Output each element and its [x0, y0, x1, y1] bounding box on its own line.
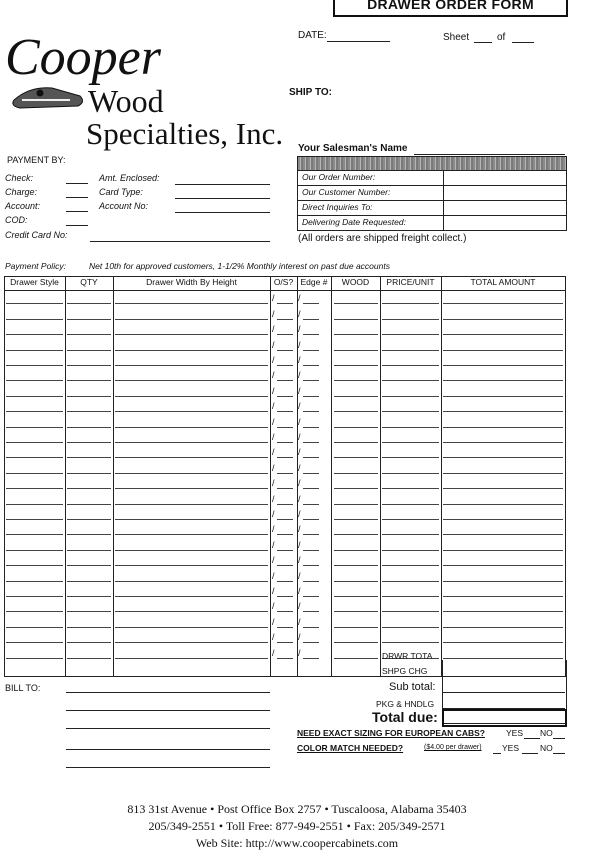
slash-mark: / [298, 555, 301, 565]
slash-mark: / [298, 340, 301, 350]
amt-enclosed-label: Amt. Enclosed: [99, 173, 160, 183]
cell-line [334, 658, 378, 659]
cell-line [67, 534, 111, 535]
slash-mark: / [272, 340, 275, 350]
totals-rule-2 [442, 692, 565, 693]
freight-note: (All orders are shipped freight collect.) [298, 233, 467, 244]
account-field[interactable] [66, 211, 88, 212]
delivering-date-row[interactable] [298, 215, 566, 230]
delivering-date-label: Delivering Date Requested: [302, 217, 406, 227]
ship-to-label: SHIP TO: [289, 87, 332, 98]
shpg-chg-label: SHPG CHG [382, 666, 428, 676]
slash-mark: / [272, 324, 275, 334]
cell-line [6, 534, 63, 535]
slash-field[interactable] [303, 488, 319, 489]
cell-line [334, 565, 378, 566]
slash-mark: / [272, 617, 275, 627]
slash-field[interactable] [303, 642, 319, 643]
cell-line [443, 334, 563, 335]
date-field[interactable] [327, 41, 390, 42]
slash-mark: / [298, 571, 301, 581]
slash-mark: / [272, 586, 275, 596]
order-number-row[interactable] [298, 170, 566, 185]
form-title: DRAWER ORDER FORM [333, 0, 568, 17]
cell-line [6, 565, 63, 566]
slash-mark: / [272, 386, 275, 396]
bill-to-line-2[interactable] [66, 710, 270, 711]
sheet-total-field[interactable] [512, 42, 534, 43]
col-header-edge: Edge # [300, 277, 328, 287]
cell-line [67, 411, 111, 412]
direct-inquiries-label: Direct Inquiries To: [302, 202, 373, 212]
charge-field[interactable] [66, 197, 88, 198]
cell-line [334, 380, 378, 381]
cell-line [67, 658, 111, 659]
policy-text: Net 10th for approved customers, 1-1/2% Monthly interest on past due accounts [89, 261, 390, 271]
slash-mark: / [298, 293, 301, 303]
cell-line [6, 457, 63, 458]
cell-line [443, 534, 563, 535]
slash-mark: / [272, 447, 275, 457]
check-field[interactable] [66, 183, 88, 184]
slash-field[interactable] [277, 411, 293, 412]
slash-mark: / [298, 309, 301, 319]
euro-yes-label: YES [506, 728, 524, 738]
sheet-label: Sheet [443, 32, 470, 43]
company-name: Specialties, Inc. [86, 116, 284, 151]
drwr-total-label: DRWR TOTA [382, 651, 433, 661]
slash-mark: / [272, 494, 275, 504]
slash-mark: / [298, 324, 301, 334]
slash-mark: / [272, 509, 275, 519]
cell-line [443, 380, 563, 381]
sheet-number-field[interactable] [474, 42, 492, 43]
cell-line [382, 642, 439, 643]
cell-line [115, 534, 268, 535]
color-no-field[interactable] [553, 753, 565, 754]
slash-field[interactable] [303, 611, 319, 612]
slash-mark: / [272, 648, 275, 658]
cell-line [67, 642, 111, 643]
cell-line [443, 457, 563, 458]
slash-mark: / [298, 386, 301, 396]
bill-to-line-1[interactable] [66, 692, 270, 693]
bill-to-label: BILL TO: [5, 683, 41, 693]
slash-mark: / [272, 401, 275, 411]
customer-number-label: Our Customer Number: [302, 187, 391, 197]
bill-to-line-5[interactable] [66, 767, 270, 768]
policy-label: Payment Policy: [5, 261, 66, 271]
cell-line [67, 457, 111, 458]
date-label: DATE: [298, 30, 327, 41]
order-box-shade [298, 157, 566, 170]
slash-mark: / [298, 648, 301, 658]
cell-line [382, 411, 439, 412]
col-header-width-height: Drawer Width By Height [146, 277, 237, 287]
cell-line [115, 488, 268, 489]
slash-mark: / [298, 617, 301, 627]
col-header-os: O/S? [273, 277, 294, 287]
slash-field[interactable] [303, 334, 319, 335]
slash-field[interactable] [277, 642, 293, 643]
slash-mark: / [298, 355, 301, 365]
slash-mark: / [298, 586, 301, 596]
slash-mark: / [298, 509, 301, 519]
slash-mark: / [272, 293, 275, 303]
salesman-field[interactable] [414, 154, 565, 155]
cell-line [6, 334, 63, 335]
slash-mark: / [298, 370, 301, 380]
color-yes-pre [493, 753, 501, 754]
cell-line [6, 303, 63, 304]
footer-web: Web Site: http://www.coopercabinets.com [195, 836, 399, 850]
slash-mark: / [298, 478, 301, 488]
col-header-qty: QTY [80, 277, 98, 287]
cell-line [443, 411, 563, 412]
col-header-price-unit: PRICE/UNIT [386, 277, 435, 287]
cell-line [6, 642, 63, 643]
cell-line [67, 334, 111, 335]
cell-line [382, 334, 439, 335]
slash-field[interactable] [277, 488, 293, 489]
direct-inquiries-row[interactable] [298, 200, 566, 215]
slash-field[interactable] [277, 457, 293, 458]
euro-sizing-label: NEED EXACT SIZING FOR EUROPEAN CABS? [297, 728, 485, 738]
slash-mark: / [298, 540, 301, 550]
slash-mark: / [272, 524, 275, 534]
slash-mark: / [272, 370, 275, 380]
slash-mark: / [272, 309, 275, 319]
color-match-label: COLOR MATCH NEEDED? [297, 743, 404, 753]
cell-line [115, 611, 268, 612]
slash-mark: / [298, 494, 301, 504]
slash-mark: / [272, 601, 275, 611]
slash-field[interactable] [277, 334, 293, 335]
slash-mark: / [272, 555, 275, 565]
cod-field[interactable] [66, 225, 88, 226]
cell-line [382, 380, 439, 381]
payment-account-label: Account: [5, 201, 41, 211]
order-number-label: Our Order Number: [302, 172, 376, 182]
bill-to-line-4[interactable] [66, 749, 270, 750]
euro-yes-field[interactable] [524, 738, 540, 739]
order-info-box [297, 156, 567, 231]
cell-line [443, 658, 563, 659]
cell-line [443, 488, 563, 489]
cell-line [382, 488, 439, 489]
salesman-label: Your Salesman's Name [298, 143, 408, 154]
slash-mark: / [298, 401, 301, 411]
euro-no-label: NO [540, 728, 553, 738]
cell-line [6, 611, 63, 612]
slash-field[interactable] [277, 534, 293, 535]
cell-line [67, 611, 111, 612]
cell-line [382, 534, 439, 535]
slash-field[interactable] [303, 534, 319, 535]
subtotal-label: Sub total: [389, 681, 436, 693]
slash-field[interactable] [277, 565, 293, 566]
sheet-of-label: of [497, 32, 506, 43]
cell-line [334, 534, 378, 535]
col-header-wood: WOOD [341, 277, 370, 287]
logo-cooper: Cooper [5, 29, 161, 86]
cell-line [6, 658, 63, 659]
slash-mark: / [272, 355, 275, 365]
customer-number-row[interactable] [298, 185, 566, 200]
cell-line [334, 457, 378, 458]
cell-line [115, 303, 268, 304]
slash-mark: / [298, 417, 301, 427]
cell-line [67, 303, 111, 304]
slash-mark: / [298, 524, 301, 534]
slash-field[interactable] [303, 411, 319, 412]
slash-field[interactable] [277, 380, 293, 381]
slash-mark: / [272, 571, 275, 581]
slash-field[interactable] [303, 565, 319, 566]
cell-line [67, 488, 111, 489]
slash-mark: / [272, 540, 275, 550]
payment-credit-card-label: Credit Card No: [5, 230, 68, 240]
slash-mark: / [298, 463, 301, 473]
payment-check-label: Check: [5, 173, 34, 183]
order-table [4, 276, 565, 676]
slash-mark: / [298, 601, 301, 611]
slash-mark: / [272, 478, 275, 488]
footer-address: 813 31st Avenue • Post Office Box 2757 • Tuscaloosa, Alabama 35403 [127, 802, 467, 816]
amt-enclosed-field[interactable] [175, 184, 270, 185]
card-type-label: Card Type: [99, 187, 143, 197]
footer-phones: 205/349-2551 • Toll Free: 877-949-2551 • Fax: 205/349-2571 [148, 819, 446, 833]
card-type-field[interactable] [175, 198, 270, 199]
cell-line [115, 334, 268, 335]
cell-line [334, 303, 378, 304]
total-due-label: Total due: [372, 709, 438, 725]
slash-mark: / [272, 463, 275, 473]
cell-line [334, 488, 378, 489]
cell-line [443, 611, 563, 612]
cell-line [115, 658, 268, 659]
cell-line [6, 380, 63, 381]
cell-line [382, 303, 439, 304]
cell-line [115, 457, 268, 458]
slash-field[interactable] [277, 303, 293, 304]
cell-line [334, 411, 378, 412]
cell-line [443, 565, 563, 566]
color-match-price: ($4.00 per drawer) [424, 744, 482, 751]
slash-field[interactable] [303, 303, 319, 304]
slash-mark: / [298, 432, 301, 442]
slash-field[interactable] [277, 658, 293, 659]
col-header-drawer-style: Drawer Style [10, 277, 59, 287]
cell-line [382, 611, 439, 612]
color-yes-field[interactable] [522, 753, 538, 754]
slash-mark: / [272, 432, 275, 442]
cell-line [6, 411, 63, 412]
totals-rule-1 [442, 676, 565, 677]
slash-field[interactable] [303, 658, 319, 659]
cell-line [115, 642, 268, 643]
cell-line [115, 411, 268, 412]
cell-line [443, 642, 563, 643]
cell-line [334, 611, 378, 612]
euro-no-field[interactable] [553, 738, 565, 739]
cell-line [6, 488, 63, 489]
account-no-field[interactable] [175, 212, 270, 213]
col-header-total-amount: TOTAL AMOUNT [470, 277, 536, 287]
logo-tool-icon [13, 88, 83, 108]
total-due-field[interactable] [442, 709, 567, 727]
slash-mark: / [272, 632, 275, 642]
payment-charge-label: Charge: [5, 187, 38, 197]
slash-mark: / [298, 632, 301, 642]
cell-line [115, 380, 268, 381]
payment-cod-label: COD: [5, 215, 28, 225]
slash-field[interactable] [303, 380, 319, 381]
color-no-label: NO [540, 743, 553, 753]
bill-to-line-3[interactable] [66, 728, 270, 729]
company-logo [0, 16, 300, 156]
cell-line [382, 565, 439, 566]
cell-line [334, 642, 378, 643]
credit-card-field[interactable] [90, 241, 270, 242]
cell-line [67, 565, 111, 566]
cell-line [443, 303, 563, 304]
pkg-hndlg-label: PKG & HNDLG [376, 699, 435, 709]
slash-mark: / [272, 417, 275, 427]
cell-line [382, 457, 439, 458]
logo-wood: Wood [88, 83, 164, 119]
slash-field[interactable] [277, 611, 293, 612]
slash-mark: / [298, 447, 301, 457]
color-yes-label: YES [502, 743, 520, 753]
slash-field[interactable] [303, 457, 319, 458]
payment-heading: PAYMENT BY: [7, 155, 66, 165]
cell-line [334, 334, 378, 335]
cell-line [67, 380, 111, 381]
cell-line [115, 565, 268, 566]
account-no-label: Account No: [99, 201, 149, 211]
